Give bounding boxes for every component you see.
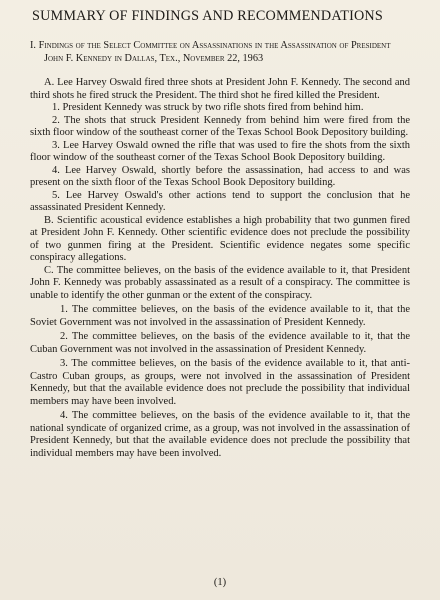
finding-a: A. Lee Harvey Oswald fired three shots at President John F. Kennedy. The second and third shots he fired struck the President. The third shot he fired killed the President. (30, 77, 410, 101)
finding-c-1: 1. The committee believes, on the basis of the evidence available to it, that the Soviet Government was not involved in the assassination of President Kennedy. (30, 304, 410, 328)
finding-c-2: 2. The committee believes, on the basis of the evidence available to it, that the Cuban Government was not involved in the assassination of President Kennedy. (30, 331, 410, 355)
finding-a-4: 4. Lee Harvey Oswald, shortly before the assassination, had access to and was present on the sixth floor of the Texas School Book Depository building. (30, 164, 410, 188)
finding-a-3: 3. Lee Harvey Oswald owned the rifle that was used to fire the shots from the sixth floor window of the southeast corner of the Texas School Book Depository building. (30, 139, 410, 163)
finding-a-1: 1. President Kennedy was struck by two rifle shots fired from behind him. (52, 102, 364, 113)
finding-c: C. The committee believes, on the basis of the evidence available to it, that President John F. Kennedy was probably assassinated as a result of a conspiracy. The committee is unable to identify the other gunman or the extent of the conspiracy. (30, 264, 410, 301)
page-number: (1) (213, 577, 227, 588)
finding-a-5: 5. Lee Harvey Oswald's other actions tend to support the conclusion that he assassinated President Kennedy. (30, 189, 410, 213)
finding-c-3: 3. The committee believes, on the basis of the evidence available to it, that anti-Castro Cuban groups, as groups, were not involved in the assassination of President Kennedy, but that the available evidence does not preclude the possibility that individual members may have been involved. (30, 358, 410, 407)
body-text (30, 77, 410, 460)
page-title: SUMMARY OF FINDINGS AND RECOMMENDATIONS (32, 8, 383, 24)
finding-c-4: 4. The committee believes, on the basis of the evidence available to it, that the national syndicate of organized crime, as a group, was not involved in the assassination of President Kennedy, but that the available evidence does not preclude the possibility that individual members may have been involved. (30, 410, 410, 459)
finding-b: B. Scientific acoustical evidence establishes a high probability that two gunmen fired at President John F. Kennedy. Other scientific evidence does not preclude the possibility of two gunmen firing at the President. Scientific evidence negates some specific conspiracy allegations. (30, 214, 410, 263)
finding-a-2: 2. The shots that struck President Kennedy from behind him were fired from the sixth floor window of the southeast corner of the Texas School Book Depository building. (30, 114, 410, 138)
section-heading: I. Findings of the Select Committee on Assassinations in the Assassination of President John F. Kennedy in Dallas, Tex., November 22, 1963 (30, 40, 391, 64)
